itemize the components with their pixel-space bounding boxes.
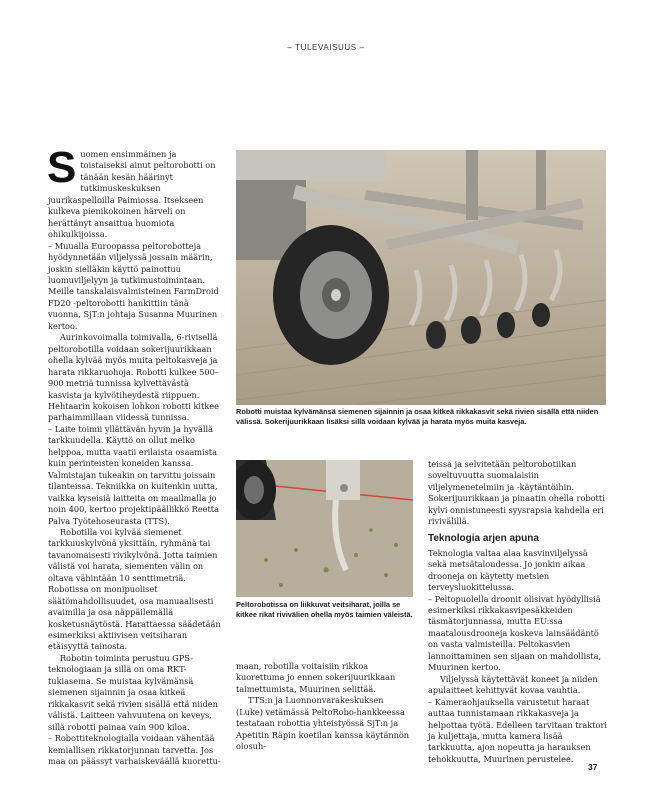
paragraph: – Muualla Euroopassa peltorobotteja hyödynnetään viljelyssä jossain määrin, joskin sielläkin käyttö painottuu luomuviljelyyn ja tutkimustoimintaan. Meille tanskalaisvalmisteinen FarmDroid FD20 -peltorobotti hankittiin tänä vuonna, SjT:n johtaja Susanna Muurinen kertoo.: [48, 240, 219, 331]
paragraph: Teknologia valtaa alaa kasvinviljelyssä sekä metsätaloudessa. Jo jonkin aikaa drooneja on käytetty metsien terveysluokittelussa.: [428, 547, 588, 593]
paragraph: – Laite toimii yllättävän hyvin ja hyvällä tarkkuudella. Käyttö on ollut melko helppoa, mutta vaatii erilaista osaamista kuin perinteisten koneiden kanssa. Valmistajan tukeakin on tarvittu joissain tilanteissa. Tekniikka on kuitenkin uutta, vaikka kyseisiä laitteita on maailmalla jo noin 400, kertoo projektipäällikkö Reetta Palva Työtehoseurasta (TTS).: [48, 423, 219, 526]
photo-caption: Robotti muistaa kylvämänsä siemenen sijainnin ja osaa kitkeä rikkakasvit sekä rivien sisällä että niiden välissä. Sokerijuurikkaan lisäksi sillä voidaan kylvää ja harata myös muita kasveja.: [236, 407, 599, 427]
paragraph: Robotin toiminta perustuu GPS-teknologiaan ja sillä on oma RKT-tukiasema. Se muistaa kylvämänsä siemenen sijainnin ja osaa kitkeä rikkakasvit sekä rivien sisällä että niiden välistä. Laitteen vahvuutena on keveys, sillä robotti painaa vain 900 kiloa.: [48, 652, 218, 732]
subheading: Teknologia arjen apuna: [428, 532, 539, 544]
robot-field-photo: [236, 150, 606, 405]
section-header: – TULEVAISUUS –: [287, 43, 365, 52]
article-column-3: [428, 459, 608, 765]
photo-caption: Peltorobotissa on liikkuvat veitsiharat, joilla se kitkee rikat rivivälien ohella myös taimien väleistä.: [236, 600, 413, 620]
harrow-closeup-photo: [236, 460, 413, 597]
paragraph: uomen ensimmäinen ja toistaiseksi ainut peltorobotti on tänään kesän häärinyt tutkimuskeskuksen juurikaspelloilla Paimiossa. Itsekseen kulkeva pienikokoinen härveli on herättänyt ansaittua huomiota ohikulkijoissa.: [48, 149, 216, 240]
harrow-closeup-illustration: [236, 460, 413, 597]
paragraph: TTS:n ja Luonnonvarakeskuksen (Luke) vetämässä PeltoRobo-hankkeessa testataan robottia yhteistyössä SjT:n ja Apetitin Räpin koetilan kanssa käytännön olosuh-: [236, 695, 410, 752]
article-column-2: [236, 661, 411, 753]
paragraph: maan, robotilla voitaisiin rikkoa kuorettuma jo ennen sokerijuurikkaan taimettumista, Muurinen selittää.: [236, 661, 396, 694]
paragraph: Aurinkovoimalla toimivalla, 6-rivisellä peltorobotilla voidaan sokerijuurikkaan ohella kylvää myös muita peltokasveja ja harata rikkaruohoja. Robotti kulkee 500–900 metriä tunnissa kylvettävästä kasvista ja kylvötiheydestä riippuen. Hehtaarin kokoisen lohkon robotti kitkee parhaimmillaan viidessä tunnissa.: [48, 332, 219, 423]
paragraph: Viljelyssä käytettävät koneet ja niiden apulaitteet kehittyvät kovaa vauhtia.: [428, 673, 598, 696]
paragraph: teissa ja selvitetään peltorobotiikan soveltuvuutta suomalaisiin viljelymenetelmiin ja -käytäntöihin. Sokerijuurikkaan ja pinaatin ohella robotti kylvi onnistuneesti syysrapsia kahdella eri rivivälillä.: [428, 459, 605, 527]
paragraph: Robotilla voi kylvää siemenet tarkkuuskylvönä yksittäin, ryhmänä tai tavanomaisesti rivikylvönä. Jotta taimien välistä voi harata, siementen välin on oltava vähintään 10 senttimetriä. Robotissa on monipuoliset säätömahdollisuudet, osa manuaalisesti avaimilla ja osa näppäilemällä kosketusnäytöstä. Harattaessa säädetään esimerkiksi aktiivisen veitsiharan etäisyyttä tainosta.: [48, 526, 221, 652]
page-number: 37: [588, 762, 598, 772]
paragraph: – Robottiteknologialla voidaan vähentää kemiallisen rikkatorjunnan tarvetta. Jos maa on päässyt varhaiskeväällä kuorettu-: [48, 733, 221, 767]
paragraph: – Peltopuolella droonit olisivat hyödyllisiä esimerkiksi rikkakasvipesäkkeiden täsmätorjunnassa, mutta EU:ssa maatalousdrooneja koskeva lainsäädäntö on vasta valmisteilla. Peltokasvien lannoittaminen sen sijaan on mahdollista, Muurinen kertoo.: [428, 593, 602, 673]
robot-field-illustration: [236, 150, 606, 405]
drop-cap: S: [47, 143, 77, 192]
article-column-1: [47, 143, 224, 767]
paragraph: – Kameraohjauksella varustetut haraat auttaa tunnistamaan rikkakasveja ja helpottaa työtä. Edelleen tarvitaan traktori ja kuljettaja, mutta kamera lisää tarkkuutta, ajon nopeutta ja harauksen tehokkuutta, Muurinen perustelee.: [428, 696, 607, 764]
